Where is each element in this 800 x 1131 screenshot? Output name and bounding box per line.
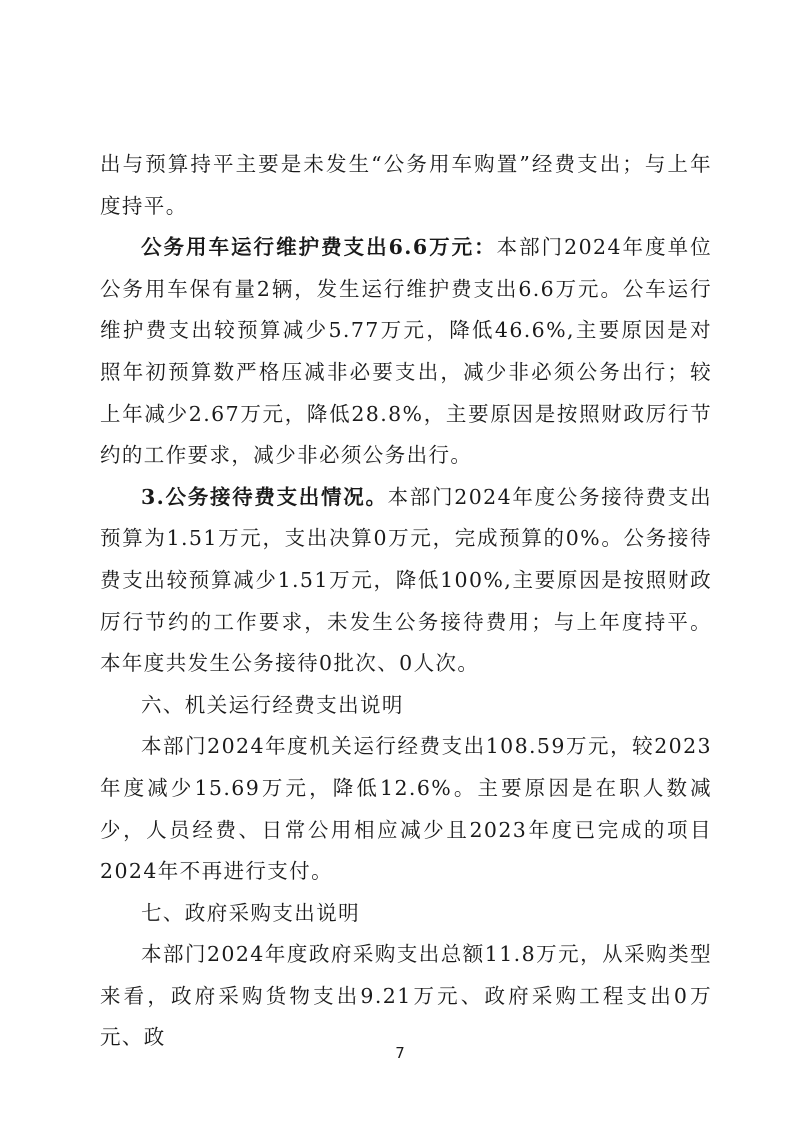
heading-text: 六、机关运行经费支出说明 (141, 692, 404, 717)
paragraph-procurement (100, 934, 712, 1059)
section-heading-operating-expense (100, 685, 712, 727)
paragraph-vehicle-maintenance (100, 227, 712, 477)
paragraph-operating-expense (100, 726, 712, 892)
paragraph-text: 出与预算持平主要是未发生“公务用车购置”经费支出；与上年度持平。 (100, 152, 712, 218)
heading-text: 七、政府采购支出说明 (141, 900, 360, 925)
paragraph-text: 本部门2024年度单位公务用车保有量2辆，发生运行维护费支出6.6万元。公车运行维护费支出较预算减少5.77万元，降低46.6%,主要原因是对照年初预算数严格压减非必要支出，减少非必须公务出行；较上年减少2.67万元，降低28.8%，主要原因是按照财政厉行节约的工作要求，减少非必须公务出行。 (100, 235, 712, 468)
paragraph-continuation (100, 144, 712, 227)
paragraph-lead: 公务用车运行维护费支出6.6万元： (141, 235, 497, 260)
page-number: 7 (395, 1044, 405, 1062)
body-text (100, 144, 712, 1059)
paragraph-text: 本部门2024年度政府采购支出总额11.8万元，从采购类型来看，政府采购货物支出9.21万元、政府采购工程支出0万元、政 (100, 942, 712, 1050)
paragraph-text: 本部门2024年度机关运行经费支出108.59万元，较2023年度减少15.69万元，降低12.6%。主要原因是在职人数减少，人员经费、日常公用相应减少且2023年度已完成的项目2024年不再进行支付。 (100, 734, 712, 884)
section-heading-procurement (100, 893, 712, 935)
paragraph-reception-expense (100, 477, 712, 685)
paragraph-text: 本部门2024年度公务接待费支出预算为1.51万元，支出决算0万元，完成预算的0%。公务接待费支出较预算减少1.51万元，降低100%,主要原因是按照财政厉行节约的工作要求，未发生公务接待费用；与上年度持平。本年度共发生公务接待0批次、0人次。 (100, 484, 712, 676)
paragraph-lead: 3.公务接待费支出情况。 (141, 484, 388, 509)
